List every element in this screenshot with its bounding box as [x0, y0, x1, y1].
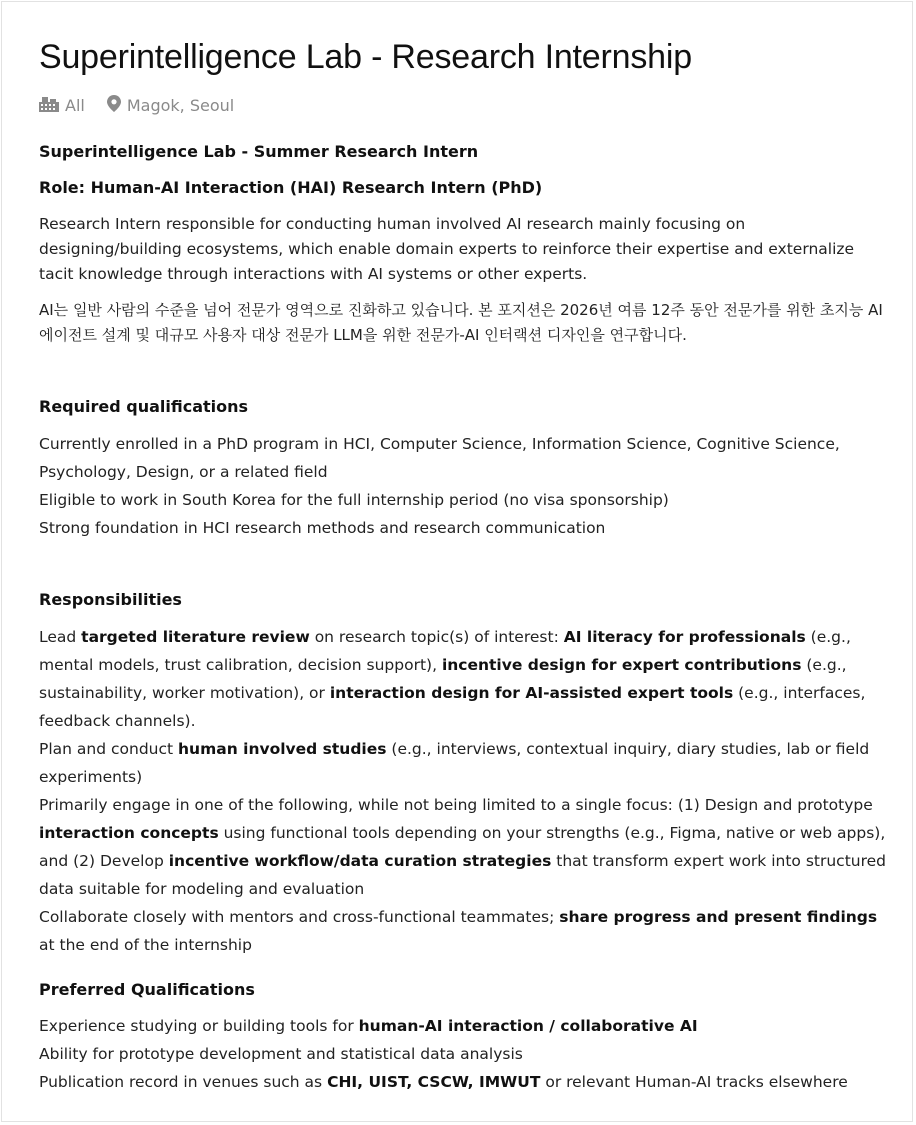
text-run: Plan and conduct	[39, 740, 179, 758]
responsibilities-list	[39, 623, 889, 959]
building-icon	[39, 96, 59, 116]
required-qualifications-heading: Required qualifications	[39, 397, 249, 416]
emphasis-text: interaction design for AI-assisted expert tools	[329, 684, 734, 702]
job-posting-card	[1, 1, 913, 1122]
emphasis-text: CHI, UIST, CSCW, IMWUT	[327, 1073, 541, 1091]
list-item	[39, 623, 889, 735]
role-description-korean: AI는 일반 사람의 수준을 넘어 전문가 영역으로 진화하고 있습니다. 본 포지션은 2026년 여름 12주 동안 전문가를 위한 초지능 AI 에이전트 설계 및 대규모 사용자 대상 전문가 LLM을 위한 전문가-AI 인터랙션 디자인을 연구합니다.	[39, 301, 883, 344]
text-run: (e.g., sustainability, worker motivation), or	[39, 656, 847, 702]
text-run: (e.g., interviews, contextual inquiry, diary studies, lab or field experiments)	[39, 740, 870, 786]
responsibilities-heading: Responsibilities	[39, 590, 182, 609]
text-run: or relevant Human-AI tracks elsewhere	[540, 1073, 848, 1091]
emphasis-text: human-AI interaction / collaborative AI	[358, 1017, 698, 1035]
list-item	[39, 903, 889, 959]
emphasis-text: targeted literature review	[81, 628, 310, 646]
emphasis-text: incentive design for expert contributions	[441, 656, 802, 674]
emphasis-text: AI literacy for professionals	[563, 628, 806, 646]
job-location: Magok, Seoul	[126, 96, 235, 115]
list-item: Strong foundation in HCI research methods and research communication	[39, 519, 606, 537]
role-title: Role: Human-AI Interaction (HAI) Research Intern (PhD)	[39, 178, 543, 197]
text-run: Primarily engage in one of the following, while not being limited to a single focus: (1) Design and prototype	[39, 796, 873, 814]
role-description: Research Intern responsible for conducting human involved AI research mainly focusing on designing/building ecosystems, which enable domain experts to reinforce their expertise and externalize tacit knowledge through interactions with AI systems or other experts.	[39, 215, 855, 283]
job-meta	[39, 95, 234, 116]
emphasis-text: human involved studies	[178, 740, 387, 758]
list-item	[39, 735, 889, 791]
emphasis-text: incentive workflow/data curation strategies	[168, 852, 552, 870]
text-run: Publication record in venues such as	[39, 1073, 328, 1091]
text-run: Collaborate closely with mentors and cross-functional teammates;	[39, 908, 560, 926]
list-item	[39, 1012, 889, 1040]
required-qualifications-list	[39, 430, 889, 542]
intro-heading: Superintelligence Lab - Summer Research Intern	[39, 142, 479, 161]
text-run: Lead	[39, 628, 82, 646]
list-item: Eligible to work in South Korea for the full internship period (no visa sponsorship)	[39, 491, 669, 509]
list-item	[39, 1068, 889, 1096]
emphasis-text: share progress and present findings	[559, 908, 878, 926]
text-run: Experience studying or building tools for	[39, 1017, 359, 1035]
job-category: All	[65, 96, 85, 115]
preferred-qualifications-heading: Preferred Qualifications	[39, 980, 255, 999]
text-run: at the end of the internship	[39, 936, 252, 954]
text-run: (e.g., mental models, trust calibration, decision support),	[39, 628, 851, 674]
text-run: (e.g., interfaces, feedback channels).	[39, 684, 866, 730]
preferred-qualifications-list	[39, 1012, 889, 1096]
map-pin-icon	[107, 95, 121, 116]
list-item	[39, 791, 889, 903]
text-run: that transform expert work into structured data suitable for modeling and evaluation	[39, 852, 887, 898]
emphasis-text: interaction concepts	[39, 824, 219, 842]
list-item	[39, 1040, 889, 1068]
text-run: Ability for prototype development and statistical data analysis	[39, 1045, 523, 1063]
text-run: on research topic(s) of interest:	[309, 628, 564, 646]
page-title: Superintelligence Lab - Research Internship	[39, 38, 692, 76]
list-item: Currently enrolled in a PhD program in HCI, Computer Science, Information Science, Cognitive Science, Psychology, Design, or a related field	[39, 435, 840, 481]
text-run: using functional tools depending on your strengths (e.g., Figma, native or web apps), and (2) Develop	[39, 824, 886, 870]
